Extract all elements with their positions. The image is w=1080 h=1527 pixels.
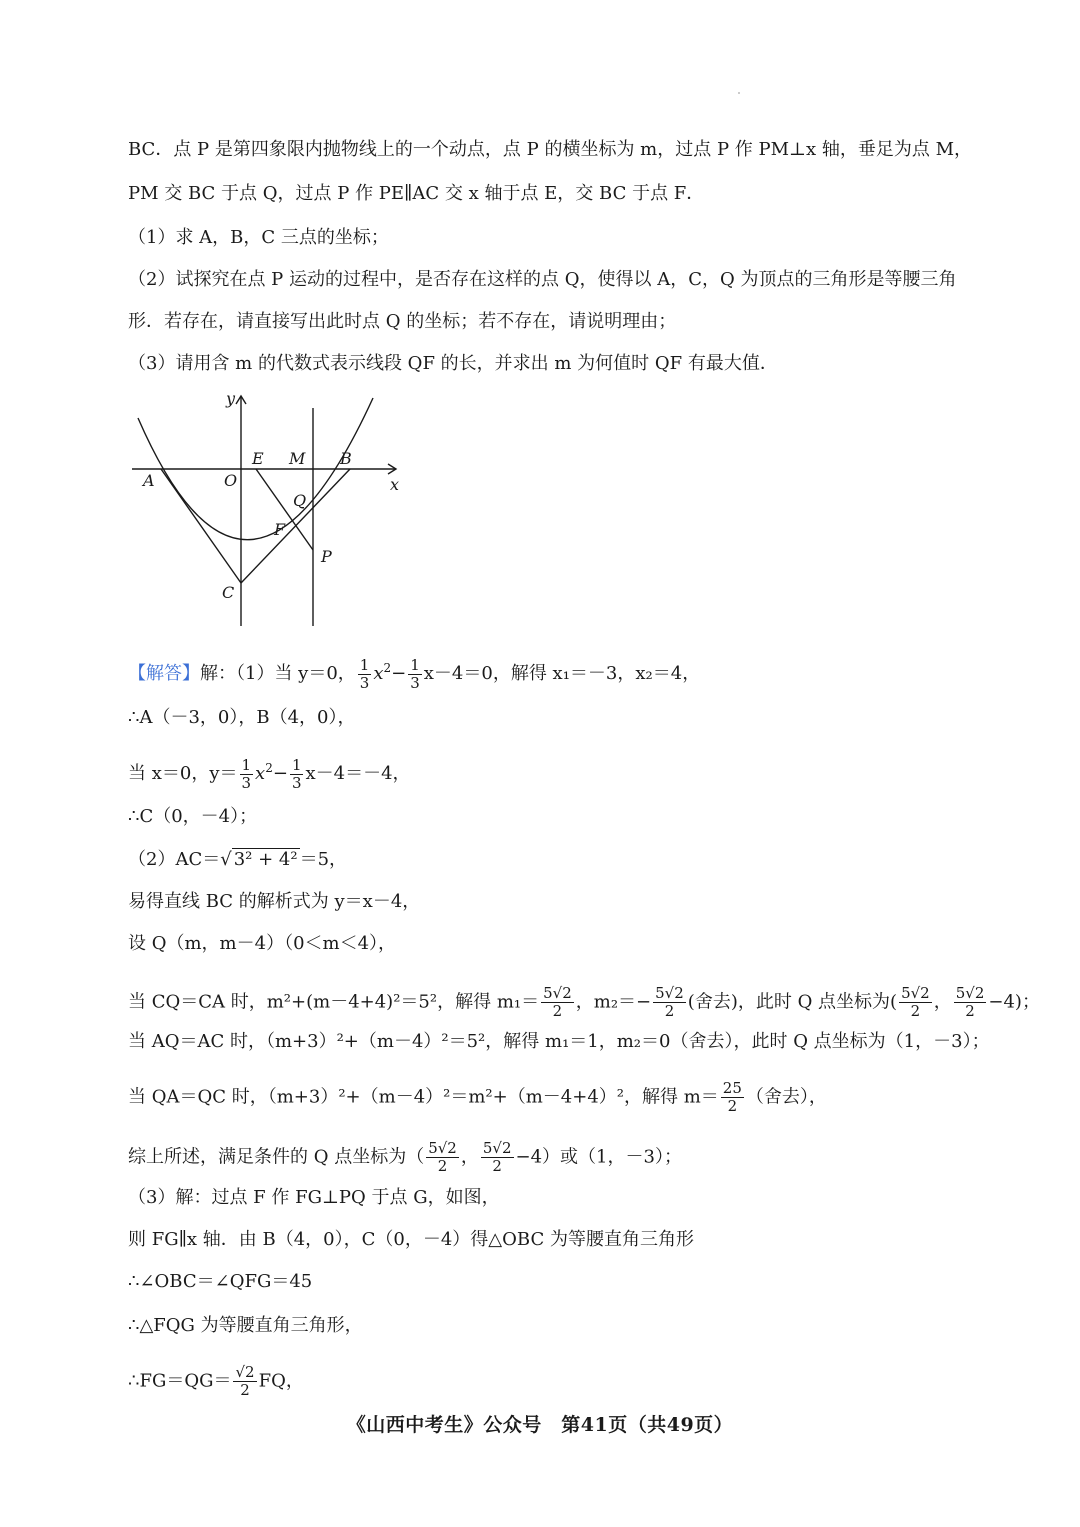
solution-line-11: 综上所述，满足条件的 Q 点坐标为（ $\frac{5√2}{2}$ ， $\frac{5√2}{2}$ −4）或（1，－3）； xyxy=(128,1139,682,1175)
fraction-5-root2-over-2: $\frac{5√2}{2}$ xyxy=(655,984,684,1020)
solution-tag: 【解答】 xyxy=(128,663,200,684)
fraction-5-root2-over-2: $\frac{5√2}{2}$ xyxy=(955,984,985,1020)
fraction-5-root2-over-2: $\frac{5√2}{2}$ xyxy=(482,1139,512,1175)
fraction-25-over-2: $\frac{25}{2}$ xyxy=(722,1079,742,1115)
label-E: E xyxy=(252,449,264,468)
problem-line-1: BC．点 P 是第四象限内抛物线上的一个动点，点 P 的横坐标为 m，过点 P 作 PM⊥x 轴，垂足为点 M， xyxy=(128,139,973,160)
solution-line-12: （3）解：过点 F 作 FG⊥PQ 于点 G，如图， xyxy=(128,1187,500,1208)
solution-line-3: 当 x＝0，y＝ $\frac{1}{3}$ $x^2-$ $\frac{1}{3}$ x－4＝－4， xyxy=(128,755,411,792)
solution-line-2: ∴A（－3，0），B（4，0）， xyxy=(128,707,356,728)
label-F: F xyxy=(274,520,286,539)
fraction-root2-over-2: $\frac{√2}{2}$ xyxy=(235,1363,255,1399)
fraction-one-third: $\frac{1}{3}$ xyxy=(241,755,252,792)
label-P: P xyxy=(321,547,332,566)
solution-line-1: 【解答】解：（1）当 y＝0， $\frac{1}{3}$ $x^2-$ $\frac{1}{3}$ x－4＝0，解得 x₁＝－3，x₂＝4， xyxy=(128,655,701,692)
solution-line-7: 设 Q（m，m－4）（0＜m＜4）， xyxy=(128,933,397,954)
question-2-line-1: （2）试探究在点 P 运动的过程中，是否存在这样的点 Q，使得以 A，C，Q 为顶点的三角形是等腰三角 xyxy=(128,269,957,290)
solution-line-9: 当 AQ＝AC 时，（m+3）²+（m－4）²＝5²，解得 m₁＝1，m₂＝0（舍去），此时 Q 点坐标为（1，－3）； xyxy=(128,1031,990,1052)
solution-line-8: 当 CQ＝CA 时，m²+(m－4+4)²＝5²，解得 m₁＝ $\frac{5√2}{2}$ ，m₂＝− $\frac{5√2}{2}$ (舍去)，此时 Q 点坐标为( $\frac{5√2}{2}$ ， $\frac{5√2}{2}$ −4)； xyxy=(128,984,1040,1020)
label-O: O xyxy=(224,471,238,490)
parabola-figure xyxy=(128,388,408,633)
label-B: B xyxy=(340,449,352,468)
solution-line-15: ∴△FQG 为等腰直角三角形， xyxy=(128,1315,363,1336)
fraction-5-root2-over-2: $\frac{5√2}{2}$ xyxy=(543,984,572,1020)
problem-line-2: PM 交 BC 于点 Q，过点 P 作 PE∥AC 交 x 轴于点 E，交 BC 于点 F． xyxy=(128,183,705,204)
label-x: x xyxy=(390,475,400,494)
scan-speck xyxy=(738,92,740,94)
label-C: C xyxy=(222,583,235,602)
question-1: （1）求 A，B，C 三点的坐标； xyxy=(128,227,389,248)
label-y: y xyxy=(226,389,236,408)
label-A: A xyxy=(143,471,155,490)
solution-line-4: ∴C（0，－4）； xyxy=(128,806,258,827)
solution-line-10: 当 QA＝QC 时，（m+3）²+（m－4）²＝m²+（m－4+4）²，解得 m＝ $\frac{25}{2}$ （舍去）， xyxy=(128,1079,827,1115)
question-3: （3）请用含 m 的代数式表示线段 QF 的长，并求出 m 为何值时 QF 有最大值． xyxy=(128,353,778,374)
fraction-one-third: $\frac{1}{3}$ xyxy=(410,655,420,692)
fraction-5-root2-over-2: $\frac{5√2}{2}$ xyxy=(428,1139,457,1175)
solution-line-13: 则 FG∥x 轴．由 B（4，0），C（0，－4）得△OBC 为等腰直角三角形 xyxy=(128,1229,694,1250)
solution-line-14: ∴∠OBC＝∠QFG＝45 xyxy=(128,1271,313,1292)
fraction-one-third: $\frac{1}{3}$ xyxy=(359,655,370,692)
page-footer: 《山西中考生》公众号 第41页（共49页） xyxy=(346,1414,734,1436)
label-M: M xyxy=(289,449,306,468)
fraction-one-third: $\frac{1}{3}$ xyxy=(291,755,302,792)
solution-line-5: （2）AC＝√ 3² + 4² ＝5， xyxy=(128,849,348,870)
fraction-5-root2-over-2: $\frac{5√2}{2}$ xyxy=(901,984,930,1020)
question-2-line-2: 形．若存在，请直接写出此时点 Q 的坐标；若不存在，请说明理由； xyxy=(128,311,677,332)
solution-line-6: 易得直线 BC 的解析式为 y＝x－4， xyxy=(128,891,421,912)
label-Q: Q xyxy=(293,491,307,510)
sqrt-expression: √ 3² + 4² xyxy=(220,849,298,870)
solution-line-16: ∴FG＝QG＝ $\frac{√2}{2}$ FQ， xyxy=(128,1363,304,1399)
